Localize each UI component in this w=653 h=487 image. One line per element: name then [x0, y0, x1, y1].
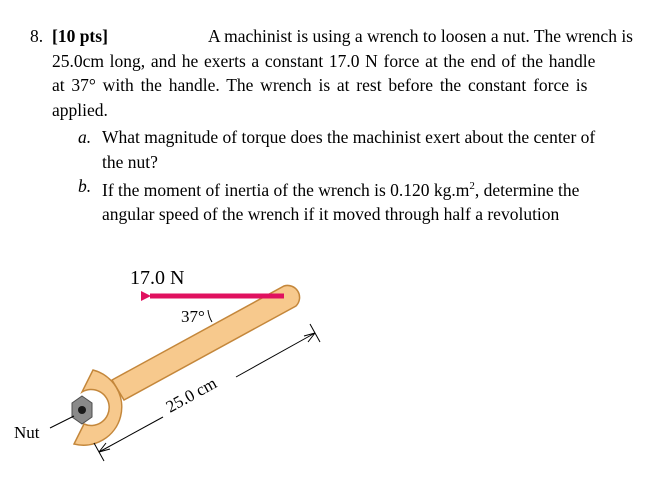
statement-line-1-text: A machinist is using a wrench to loosen a nut. The wrench is: [208, 26, 633, 46]
part-a-marker: a.: [78, 127, 92, 147]
dimension-tick-right: [310, 324, 320, 342]
nut-label: Nut: [14, 423, 40, 442]
problem-number: 8.: [30, 26, 44, 46]
angle-label: 37°: [181, 307, 205, 326]
angle-arc: [208, 310, 212, 322]
dimension-arrow-left: [99, 443, 110, 452]
dimension-arrow-right: [304, 333, 315, 342]
part-b-exponent: 2: [469, 180, 475, 192]
statement-line-3: at 37° with the handle. The wrench is at rest before the constant force is: [52, 75, 588, 95]
part-a-line-2: the nut?: [102, 151, 158, 172]
length-label: 25.0 cm: [162, 373, 220, 417]
dimension-line-upper: [236, 333, 315, 377]
nut-center: [78, 406, 86, 414]
part-b-line-1-start: If the moment of inertia of the wrench is 0.120 kg.m: [102, 179, 470, 200]
statement-line-4: applied.: [52, 99, 108, 120]
part-a-line-1: What magnitude of torque does the machinist exert about the center of: [102, 127, 596, 147]
statement-line-2: 25.0cm long, and he exerts a constant 17.0 N force at the end of the handle: [52, 50, 596, 71]
dimension-tick-left: [94, 443, 104, 461]
force-label: 17.0 N: [130, 267, 185, 289]
points-label: [10 pts]: [52, 26, 108, 46]
nut-leader-line: [50, 416, 74, 428]
part-b-line-1-end: , determine the: [474, 179, 580, 200]
part-b-marker: b.: [78, 176, 92, 196]
part-b-line-2: angular speed of the wrench if it moved through half a revolution: [102, 204, 560, 225]
